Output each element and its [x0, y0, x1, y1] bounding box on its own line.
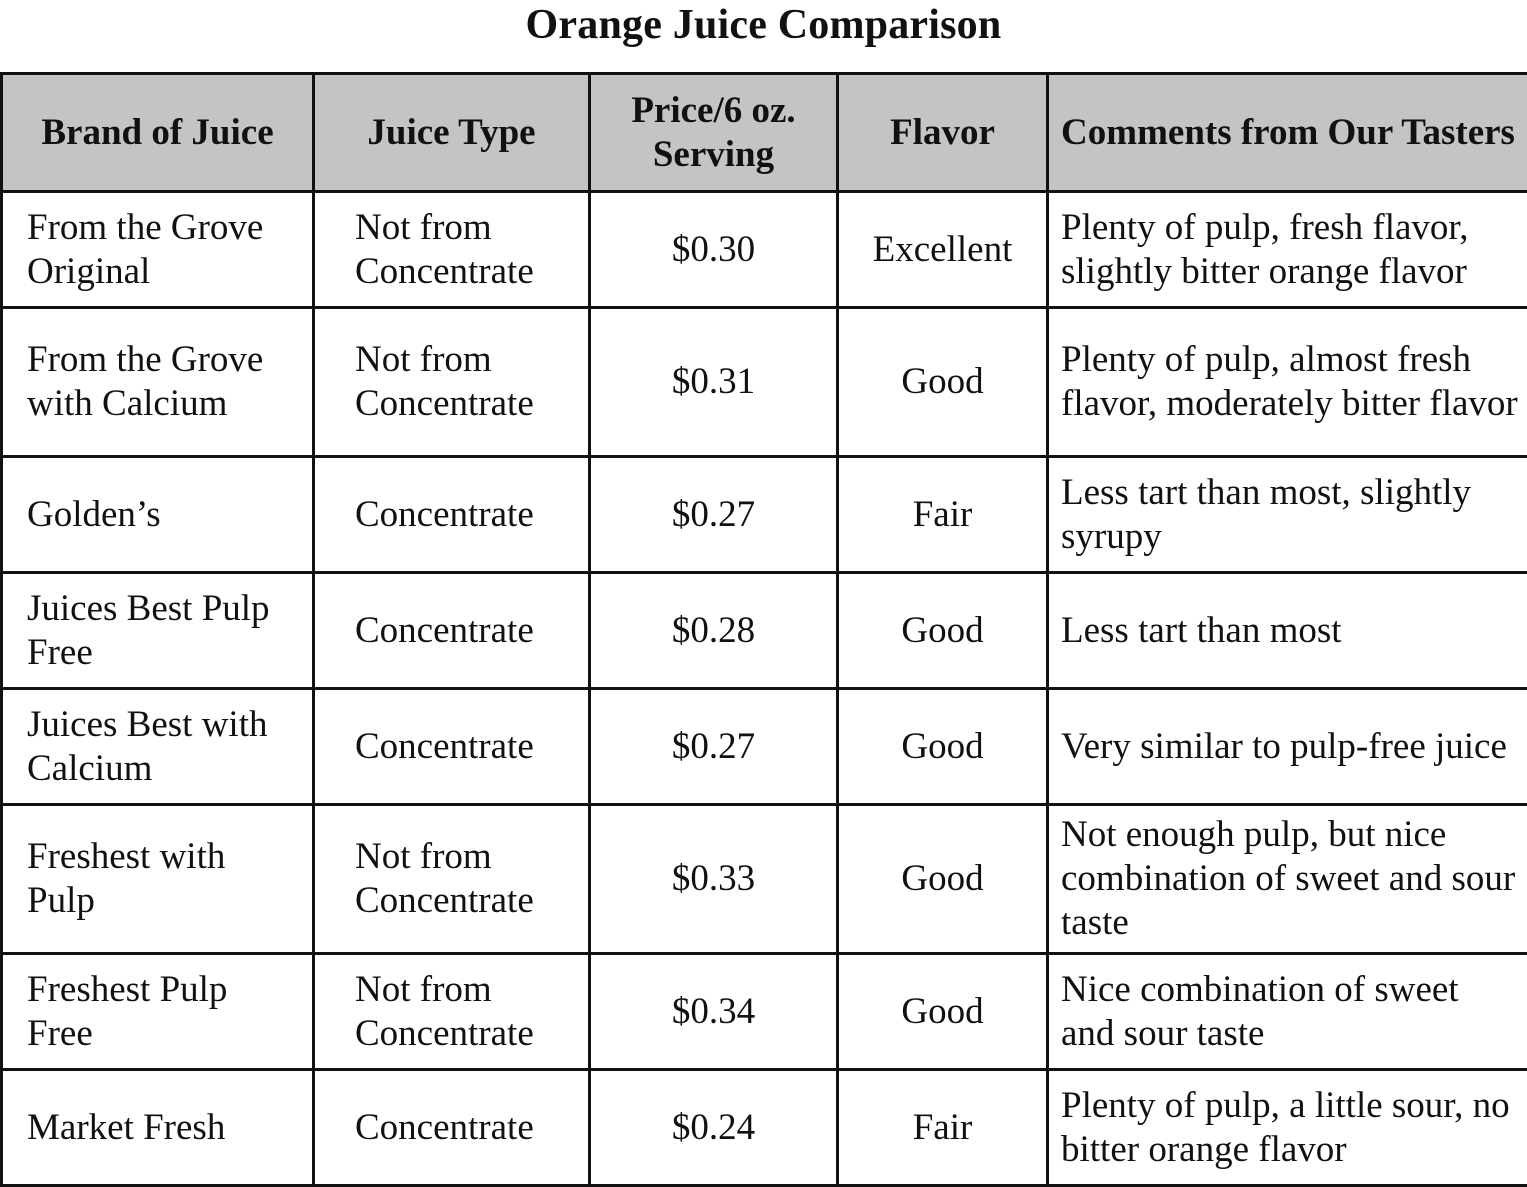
orange-juice-table	[0, 72, 1527, 1187]
table-title: Orange Juice Comparison	[525, 2, 1002, 48]
price-cell: $0.27	[590, 457, 838, 573]
header-brand: Brand of Juice	[2, 74, 314, 192]
flavor-cell: Excellent	[838, 192, 1048, 308]
table-row	[2, 308, 1527, 457]
table-row	[2, 805, 1527, 954]
header-price: Price/6 oz. Serving	[590, 74, 838, 192]
juice-type-cell: Concentrate	[314, 689, 590, 805]
juice-type-cell: Not from Concentrate	[314, 805, 590, 954]
flavor-cell: Fair	[838, 457, 1048, 573]
juice-type-cell: Concentrate	[314, 1070, 590, 1186]
table-row	[2, 1070, 1527, 1186]
flavor-cell: Good	[838, 573, 1048, 689]
flavor-cell: Good	[838, 689, 1048, 805]
brand-cell: Market Fresh	[2, 1070, 314, 1186]
price-cell: $0.27	[590, 689, 838, 805]
table-row	[2, 192, 1527, 308]
juice-type-cell: Not from Concentrate	[314, 192, 590, 308]
brand-cell: Freshest Pulp Free	[2, 954, 314, 1070]
price-cell: $0.34	[590, 954, 838, 1070]
table-row	[2, 573, 1527, 689]
brand-cell: Freshest with Pulp	[2, 805, 314, 954]
flavor-cell: Good	[838, 308, 1048, 457]
juice-type-cell: Concentrate	[314, 457, 590, 573]
header-row	[2, 74, 1527, 192]
header-flavor: Flavor	[838, 74, 1048, 192]
comments-cell: Very similar to pulp-free juice	[1048, 689, 1527, 805]
brand-cell: From the Grove Original	[2, 192, 314, 308]
comments-cell: Nice combination of sweet and sour taste	[1048, 954, 1527, 1070]
price-cell: $0.31	[590, 308, 838, 457]
price-cell: $0.33	[590, 805, 838, 954]
price-cell: $0.28	[590, 573, 838, 689]
comments-cell: Less tart than most	[1048, 573, 1527, 689]
flavor-cell: Good	[838, 954, 1048, 1070]
juice-type-cell: Not from Concentrate	[314, 308, 590, 457]
comments-cell: Less tart than most, slightly syrupy	[1048, 457, 1527, 573]
comments-cell: Plenty of pulp, almost fresh flavor, moderately bitter flavor	[1048, 308, 1527, 457]
brand-cell: Juices Best Pulp Free	[2, 573, 314, 689]
brand-cell: Juices Best with Calcium	[2, 689, 314, 805]
header-juice-type: Juice Type	[314, 74, 590, 192]
comments-cell: Plenty of pulp, a little sour, no bitter orange flavor	[1048, 1070, 1527, 1186]
comments-cell: Plenty of pulp, fresh flavor, slightly bitter orange flavor	[1048, 192, 1527, 308]
table-row	[2, 457, 1527, 573]
table-row	[2, 689, 1527, 805]
brand-cell: Golden’s	[2, 457, 314, 573]
flavor-cell: Fair	[838, 1070, 1048, 1186]
table-row	[2, 954, 1527, 1070]
brand-cell: From the Grove with Calcium	[2, 308, 314, 457]
juice-type-cell: Not from Concentrate	[314, 954, 590, 1070]
price-cell: $0.30	[590, 192, 838, 308]
header-comments: Comments from Our Tasters	[1048, 74, 1527, 192]
comments-cell: Not enough pulp, but nice combination of sweet and sour taste	[1048, 805, 1527, 954]
price-cell: $0.24	[590, 1070, 838, 1186]
flavor-cell: Good	[838, 805, 1048, 954]
juice-type-cell: Concentrate	[314, 573, 590, 689]
